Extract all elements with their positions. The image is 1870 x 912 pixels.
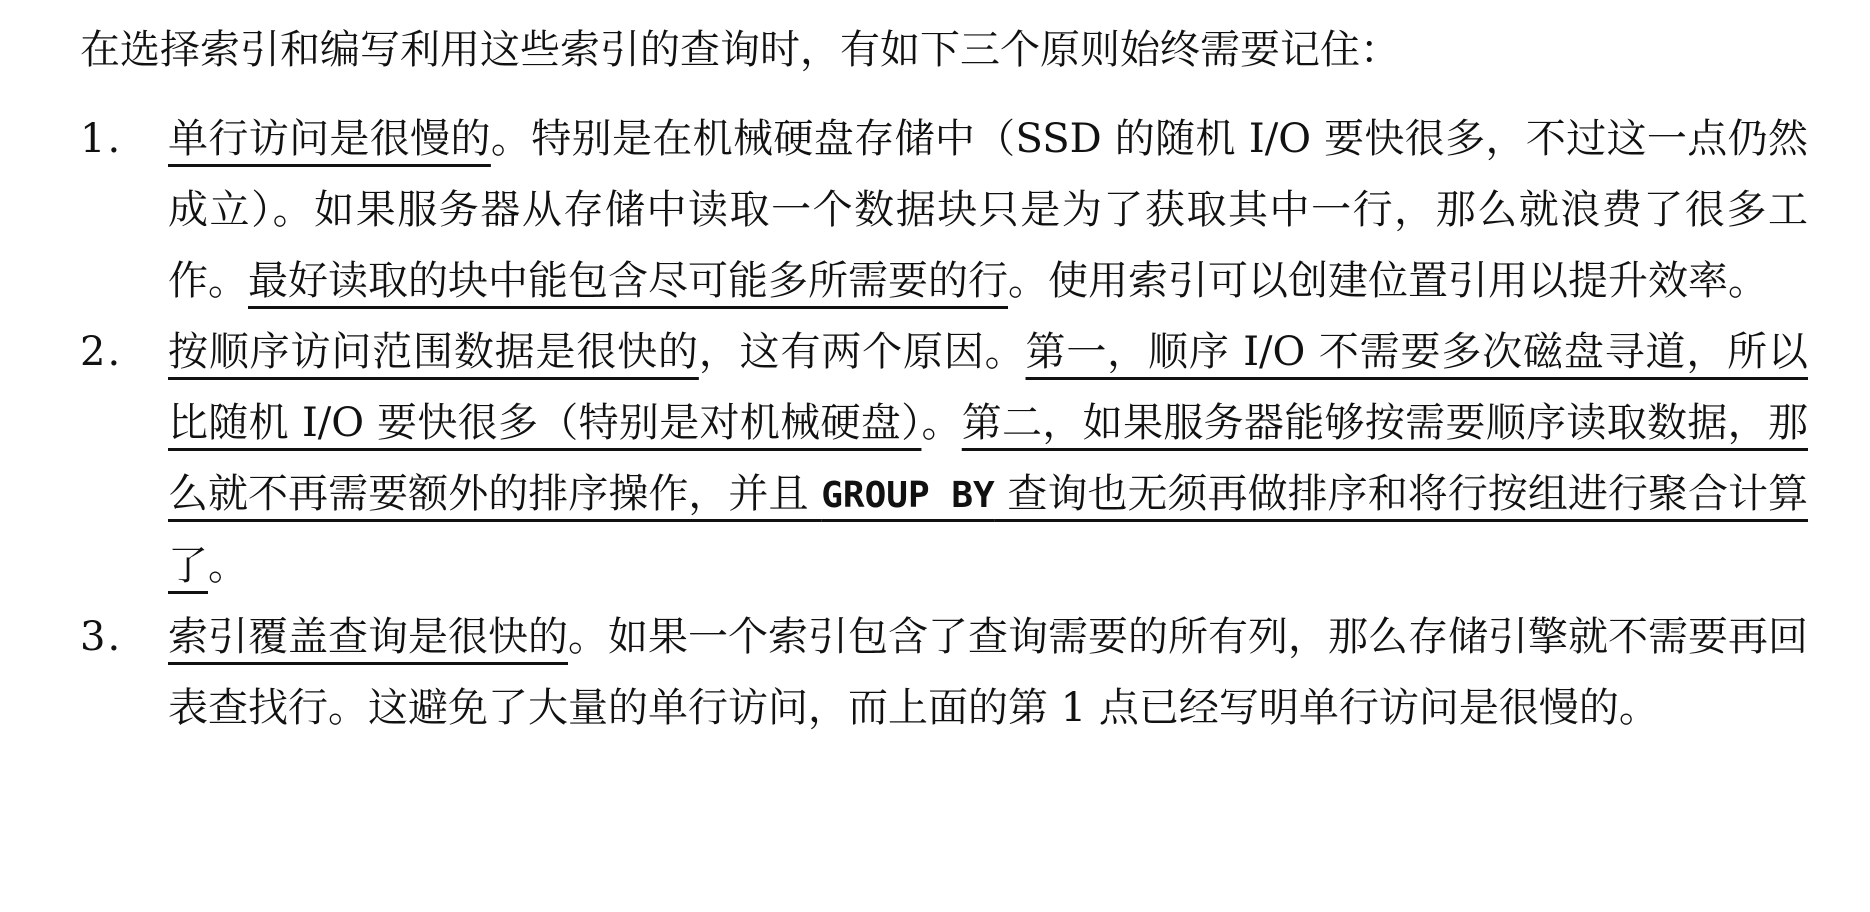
item-text: 。特别是在机械硬盘存储中（SSD 的随机 I/O 要快很多，不过这一点仍然成立）。如果服务器从存储中读取一个数据块只是为了获取其中一行，那么就浪费了很多工作。 xyxy=(168,116,1809,304)
principles-list xyxy=(80,104,1808,744)
intro-paragraph: 在选择索引和编写利用这些索引的查询时，有如下三个原则始终需要记住： xyxy=(80,27,1400,73)
item-number: 2. xyxy=(80,329,123,375)
item-lead: 按顺序访问范围数据是很快的 xyxy=(168,329,699,375)
item-text: 。 xyxy=(208,543,248,589)
item-text: 。使用索引可以创建位置引用以提升效率。 xyxy=(1008,258,1768,304)
principle-item-3 xyxy=(80,602,1808,744)
item-lead: 索引覆盖查询是很快的 xyxy=(168,614,568,660)
item-number: 3. xyxy=(80,614,123,660)
principle-item-1 xyxy=(80,104,1808,317)
item-text: ，这有两个原因。 xyxy=(698,329,1026,375)
item-emphasis: 第一，顺序 I/O 不需要多次磁盘寻道，所以比随机 I/O 要快很多（特别是对机械硬盘） xyxy=(168,329,1809,446)
item-lead: 单行访问是很慢的 xyxy=(168,116,491,162)
item-text: 。 xyxy=(921,400,962,446)
item-number: 1. xyxy=(80,116,123,162)
item-emphasis: 查询也无须再做排序和将行按组进行聚合计算了 xyxy=(168,471,1809,589)
item-text: 。如果一个索引包含了查询需要的所有列，那么存储引擎就不需要再回表查找行。这避免了大量的单行访问，而上面的第 1 点已经写明单行访问是很慢的。 xyxy=(168,614,1808,731)
item-emphasis: 最好读取的块中能包含尽可能多所需要的行 xyxy=(248,258,1008,304)
principle-item-2 xyxy=(80,317,1808,602)
item-emphasis: 第二，如果服务器能够按需要顺序读取数据，那么就不再需要额外的排序操作，并且 xyxy=(168,400,1808,517)
code-group-by: GROUP BY xyxy=(821,475,995,516)
